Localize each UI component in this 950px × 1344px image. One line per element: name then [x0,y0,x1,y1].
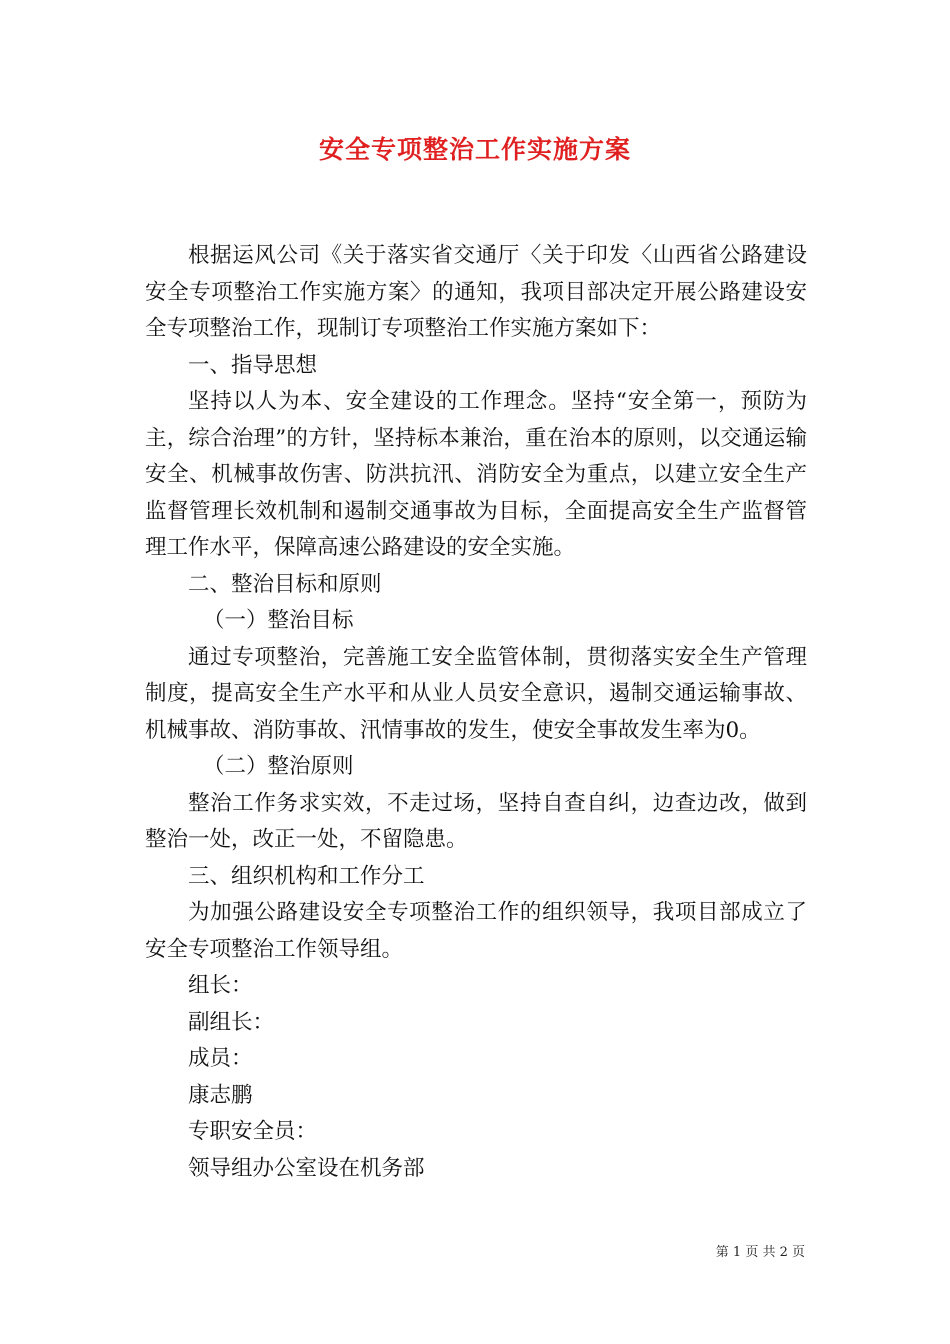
document-title: 安全专项整治工作实施方案 [318,135,631,164]
line-group-leader: 组长： [188,973,253,998]
heading-goals-principles: 二、整治目标和原则 [188,571,382,597]
line-office-location: 领导组办公室设在机务部 [188,1155,425,1181]
paragraph-principles: 整治工作务求实效，不走过场，坚持自查自纠，边查边改，做到整治一处，改正一处，不留隐患。 [145,790,807,852]
line-safety-officer: 专职安全员： [188,1119,318,1144]
line-deputy-leader: 副组长： [188,1009,275,1035]
subheading-goals: （一）整治目标 [203,608,354,633]
line-members: 成员： [188,1046,253,1071]
document-body [145,238,807,1187]
line-member-name: 康志鹏 [188,1082,253,1108]
paragraph-goals: 通过专项整治，完善施工安全监管体制，贯彻落实安全生产管理制度，提高安全生产水平和从业人员安全意识，遏制交通运输事故、机械事故、消防事故、汛情事故的发生，使安全事故发生率为0。 [145,644,807,743]
page-number: 第 1 页 共 2 页 [715,1245,805,1260]
subheading-principles: （二）整治原则 [203,754,354,779]
paragraph-guiding-ideology: 坚持以人为本、安全建设的工作理念。坚持“安全第一，预防为主，综合治理”的方针，坚持标本兼治，重在治本的原则，以交通运输安全、机械事故伤害、防洪抗汛、消防安全为重点，以建立安全生产监督管理长效机制和遏制交通事故为目标，全面提高安全生产监督管理工作水平，保障高速公路建设的安全实施。 [145,389,807,560]
paragraph-organization: 为加强公路建设安全专项整治工作的组织领导，我项目部成立了安全专项整治工作领导组。 [145,900,807,962]
heading-organization: 三、组织机构和工作分工 [188,863,425,889]
paragraph-intro: 根据运风公司《关于落实省交通厅〈关于印发〈山西省公路建设安全专项整治工作实施方案〉的通知，我项目部决定开展公路建设安全专项整治工作，现制订专项整治工作实施方案如下： [145,243,807,341]
heading-guiding-ideology: 一、指导思想 [188,352,318,378]
